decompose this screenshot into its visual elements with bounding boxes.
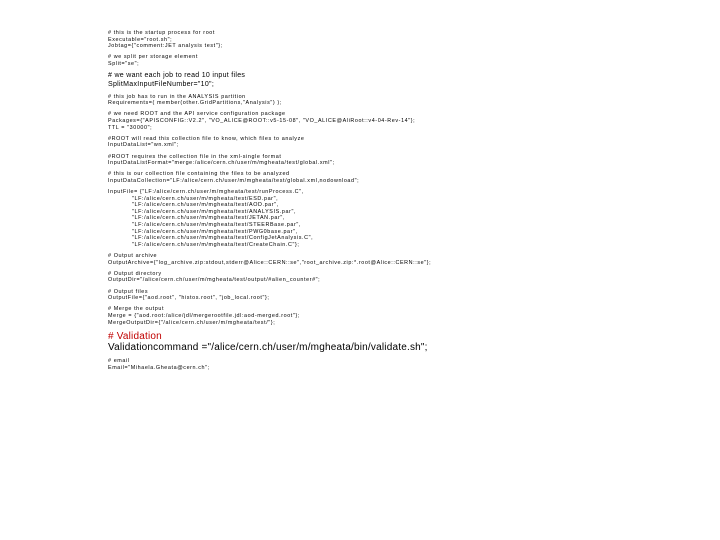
code-line: TTL = "30000"; (108, 124, 153, 131)
comment-line: # this is the startup process for root (108, 30, 215, 36)
code-line: Requirements=( member(other.GridPartitions,"Analysis") ); (108, 100, 282, 107)
text-block (108, 94, 708, 107)
code-line: Jobtag={"comment:JET analysis test"}; (108, 43, 223, 50)
code-line: "LF:/alice/cern.ch/user/m/mgheata/test/ConfigJetAnalysis.C", (132, 235, 314, 242)
code-line: Merge = {"aod.root:/alice/jdl/mergerootfile.jdl:aod-merged.root"}; (108, 312, 300, 319)
comment-line: # this job has to run in the ANALYSIS partition (108, 93, 246, 100)
text-block (108, 189, 708, 248)
code-line: InputDataListFormat="merge:/alice/cern.ch/user/m/mgheata/test/global.xml"; (108, 160, 335, 167)
text-block (108, 306, 708, 326)
code-line: MergeOutputDir={"/alice/cern.ch/user/m/mgheata/test/"}; (108, 319, 276, 326)
code-line: "LF:/alice/cern.ch/user/m/mgheata/test/ESD.par", (132, 195, 279, 202)
comment-line: # Validation (108, 330, 162, 342)
code-line: "LF:/alice/cern.ch/user/m/mgheata/test/STEERBase.par", (132, 222, 301, 229)
comment-line: #ROOT requires the collection file in the xml-single format (108, 153, 282, 160)
code-line: OutputDir="/alice/cern.ch/user/m/mgheata/test/output/#alien_counter#"; (108, 277, 321, 284)
text-block (108, 111, 708, 131)
code-line: "LF:/alice/cern.ch/user/m/mgheata/test/AOD.par", (132, 202, 279, 209)
comment-line: # we split per storage element (108, 54, 198, 61)
comment-line: # Merge the output (108, 306, 165, 313)
text-block (108, 30, 708, 50)
comment-line: # Output archive (108, 253, 158, 259)
comment-line: # we need ROOT and the API service configuration package (108, 111, 286, 118)
code-line: "LF:/alice/cern.ch/user/m/mgheata/test/CreateChain.C"}; (132, 241, 300, 248)
text-block (108, 253, 708, 266)
jdl-document (108, 30, 708, 372)
comment-line: #ROOT will read this collection file to know, which files to analyze (108, 135, 305, 142)
code-line: "LF:/alice/cern.ch/user/m/mgheata/test/JETAN.par", (132, 215, 285, 222)
code-line: Email="Mihaela.Gheata@cern.ch"; (108, 364, 210, 371)
text-block (108, 271, 708, 284)
text-block (108, 171, 708, 184)
code-line: InputDataList="wn.xml"; (108, 142, 179, 149)
code-line: Validationcommand ="/alice/cern.ch/user/m/mgheata/bin/validate.sh"; (108, 342, 428, 354)
code-line: InputDataCollection="LF:/alice/cern.ch/user/m/mgheata/test/global.xml,nodownload"; (108, 177, 360, 184)
comment-line: # email (108, 358, 130, 365)
code-line: "LF:/alice/cern.ch/user/m/mgheata/test/ANALYSIS.par", (132, 208, 297, 215)
text-block (108, 72, 708, 89)
text-block (108, 136, 708, 149)
code-line: OutputArchive={"log_archive.zip:stdout,stderr@Alice::CERN::se","root_archive.zip:*.root@Alice::CERN::se"}; (108, 259, 432, 266)
text-block (108, 331, 708, 354)
code-line: SplitMaxInputFileNumber="10"; (108, 80, 215, 88)
text-block (108, 358, 708, 371)
code-line: Executable="root.sh"; (108, 36, 173, 43)
comment-line: # Output directory (108, 270, 162, 277)
comment-line: # this is our collection file containing the files to be analyzed (108, 171, 290, 178)
text-block (108, 54, 708, 67)
text-block (108, 289, 708, 302)
comment-line: # we want each job to read 10 input files (108, 72, 246, 80)
text-block (108, 154, 708, 167)
code-line: InputFile= {"LF:/alice/cern.ch/user/m/mgheata/test/runProcess.C", (108, 189, 304, 196)
comment-line: # Output files (108, 288, 149, 295)
code-line: Packages={"APISCONFIG::V2.2", "VO_ALICE@ROOT::v5-15-08", "VO_ALICE@AliRoot::v4-04-Rev-14"}; (108, 117, 416, 124)
code-line: Split="se"; (108, 60, 140, 67)
code-line: OutputFile={"aod.root", "histos.root", "job_local.root"}; (108, 295, 270, 302)
code-line: "LF:/alice/cern.ch/user/m/mgheata/test/PWG0base.par", (132, 228, 298, 235)
